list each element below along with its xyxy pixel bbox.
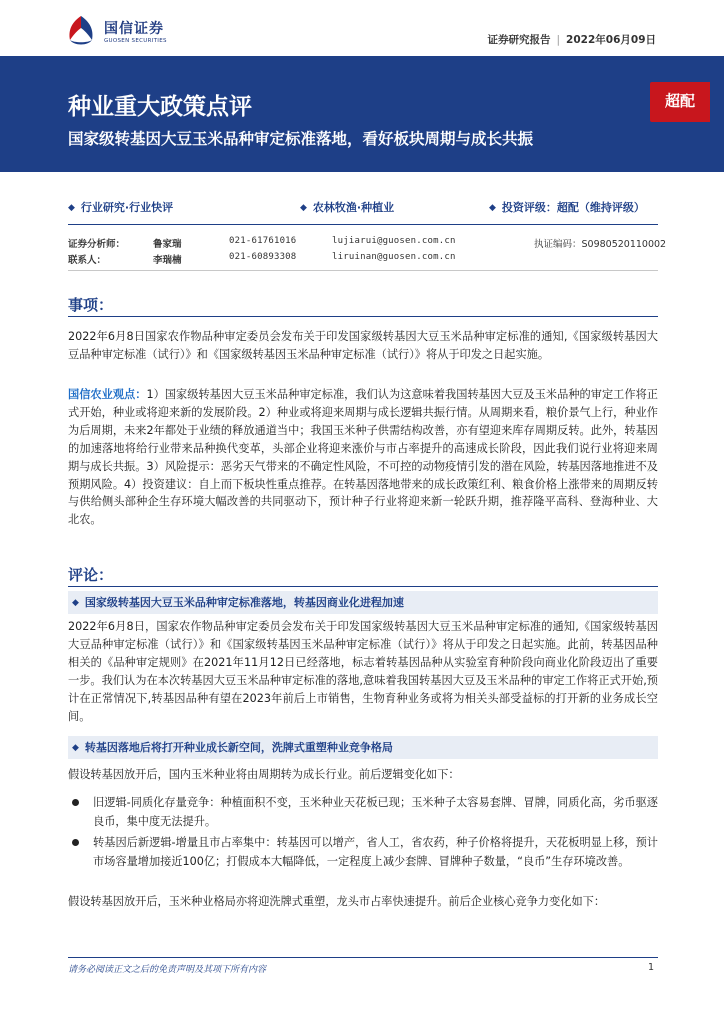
analyst-row: [68, 236, 668, 250]
report-date: 2022年06月09日: [566, 34, 656, 46]
rating-badge: 超配: [650, 82, 710, 122]
section-underline: [68, 316, 658, 317]
section-heading-comment: 评论：: [68, 566, 114, 584]
guosen-logo-icon: [64, 14, 98, 50]
footer-divider: [68, 957, 658, 958]
diamond-icon: ◆: [72, 598, 79, 608]
bullet-item: 旧逻辑-同质化存量竞争：种植面积不变，玉米种业天花板已现；玉米种子太容易套牌、冒牌，同质化高，劣币驱逐良币，集中度无法提升。: [68, 793, 658, 831]
report-title: 种业重大政策点评: [68, 94, 252, 120]
diamond-icon: ◆: [68, 203, 75, 213]
comment-paragraph-2: 假设转基因放开后，国内玉米种业将由周期转为成长行业。前后逻辑变化如下：: [68, 768, 460, 781]
comment-paragraph-1: 2022年6月8日，国家农作物品种审定委员会发布关于印发国家级转基因大豆玉米品种审定标准的通知,《国家级转基因大豆品种审定标准（试行）》和《国家级转基因玉米品种审定标准（试行）》将从于印发之日起实施。此前，转基因品种相关的《品种审定规则》在2021年11月12日已经落地，标志着转基因品种从实验室育种阶段向商业化阶段迈出了重要一步。我们认为在本次转基因大豆玉米品种审定标准的落地,意味着我国转基因大豆及玉米品种的审定工作将正式开始,预计在正常情况下,转基因品种有望在2023年前后上市销售，生物育种业务或将为相关头部受益标的打开新的业务成长空间。: [68, 620, 658, 723]
contact-name: 李瑞楠: [153, 255, 182, 266]
contact-email[interactable]: liruinan@guosen.com.cn: [332, 252, 456, 262]
view-paragraph: [68, 386, 658, 529]
report-header-info: 证券研究报告 | 2022年06月09日: [487, 34, 656, 46]
divider: [68, 224, 658, 225]
matter-paragraph: 2022年6月8日国家农作物品种审定委员会发布关于印发国家级转基因大豆玉米品种审定标准的通知,《国家级转基因大豆品种审定标准（试行）》和《国家级转基因玉米品种审定标准（试行）》将从于印发之日起实施。: [68, 330, 658, 361]
section-underline: [68, 586, 658, 587]
analyst-phone: 021-61761016: [229, 236, 297, 246]
disclaimer-note: 请务必阅读正文之后的免责声明及其项下所有内容: [68, 965, 267, 975]
bullet-dot-icon: [72, 799, 79, 806]
analyst-license: 执证编码：S0980520110002: [534, 239, 667, 250]
contact-row: [68, 252, 668, 266]
meta-rating: ◆ 投资评级：超配（维持评级）: [489, 201, 645, 214]
bullet-item: 转基因后新逻辑-增量且市占率集中：转基因可以增产，省人工，省农药，种子价格将提升，天花板明显上移，预计市场容量增加接近100亿；打假成本大幅降低，一定程度上减少套牌、冒牌种子数量，“良币”生存环境改善。: [68, 833, 658, 871]
view-body: 1）国家级转基因大豆玉米品种审定标准，我们认为这意味着我国转基因大豆及玉米品种的审定工作将正式开始，种业或将迎来新的发展阶段。2）种业或将迎来周期与成长逻辑共振行情。从周期来看，粮价景气上行，种业作为后周期，未来2年都处于业绩的释放通道当中；我国玉米种子供需结构改善，亦有望迎来库存周期反转。此外，转基因的加速落地将给行业带来品种换代变革，头部企业将迎来涨价与市占率提升的高速成长阶段，因此我们说行业将迎来周期与成长共振。3）风险提示：恶劣天气带来的不确定性风险，不可控的动物疫情引发的潜在风险，转基因落地推进不及预期风险。4）投资建议：自上而下板块性重点推荐。在转基因落地带来的成长政策红利、粮食价格上涨带来的周期反转与供给侧头部种企生存环境大幅改善的共同驱动下，预计种子行业将迎来新一轮跃升期，推荐隆平高科、登海种业、大北农。: [68, 388, 658, 527]
analyst-name: 鲁家瑞: [153, 239, 182, 250]
report-type: 证券研究报告: [487, 34, 551, 46]
view-lead: 国信农业观点：: [68, 388, 147, 401]
subsection-bar-1: ◆ 国家级转基因大豆玉米品种审定标准落地，转基因商业化进程加速: [68, 591, 658, 614]
subsection-bar-2: ◆ 转基因落地后将打开种业成长新空间，洗牌式重塑种业竞争格局: [68, 736, 658, 759]
meta-sector: ◆ 农林牧渔·种植业: [300, 201, 395, 214]
logo-text-en: GUOSEN SECURITIES: [104, 38, 167, 44]
report-subtitle: 国家级转基因大豆玉米品种审定标准落地，看好板块周期与成长共振: [68, 130, 534, 148]
meta-row: [68, 199, 658, 215]
contact-phone: 021-60893308: [229, 252, 297, 262]
analyst-label: 证券分析师：: [68, 239, 126, 250]
section-heading-matter: 事项：: [68, 296, 114, 314]
bullet-dot-icon: [72, 839, 79, 846]
page-number: 1: [647, 962, 654, 973]
diamond-icon: ◆: [300, 203, 307, 213]
diamond-icon: ◆: [72, 743, 79, 753]
contact-label: 联系人：: [68, 255, 107, 266]
meta-category: ◆ 行业研究·行业快评: [68, 201, 174, 214]
logo-text: 国信证券: [104, 21, 164, 37]
analyst-email[interactable]: lujiarui@guosen.com.cn: [332, 236, 456, 246]
comment-paragraph-3: 假设转基因放开后，玉米种业格局亦将迎洗牌式重塑，龙头市占率快速提升。前后企业核心竞争力变化如下：: [68, 895, 606, 908]
diamond-icon: ◆: [489, 203, 496, 213]
divider: [68, 270, 658, 271]
